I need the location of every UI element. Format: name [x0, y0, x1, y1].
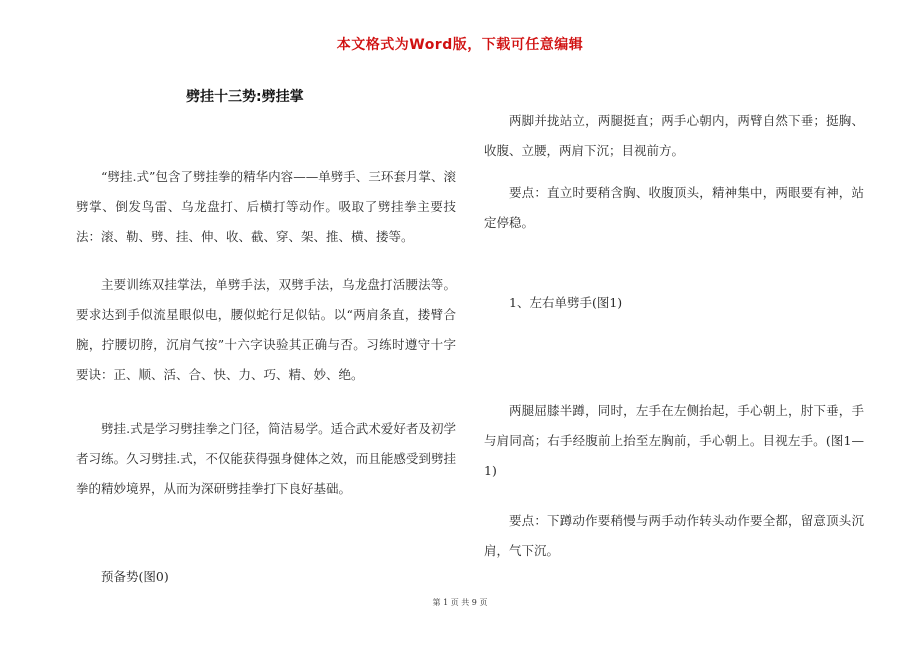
page-number: 第 1 页 共 9 页: [432, 598, 488, 607]
paragraph-training: 主要训练双挂掌法，单劈手法，双劈手法，乌龙盘打活腰法等。要求达到手似流星眼似电，腰似蛇行足似钻。以“两肩条直，搂臂合腕，拧腰切胯，沉肩气按”十六字诀验其正确与否。习练时遵守十字要诀：正、顺、活、合、快、力、巧、精、妙、绝。: [76, 277, 456, 382]
paragraph-single-chop: 两腿屈膝半蹲，同时，左手在左侧抬起，手心朝上，肘下垂，手与肩同高；右手经腹前上抬至左胸前，手心朝上。目视左手。(图1—1): [484, 403, 864, 478]
section-heading-single-chop: 1、左右单劈手(图1): [509, 295, 623, 310]
paragraph-intro: “劈挂.式”包含了劈挂拳的精华内容——单劈手、三环套月掌、滚劈掌、倒发鸟雷、乌龙盘打、后横打等动作。吸取了劈挂拳主要技法：滚、勒、劈、挂、伸、收、截、穿、架、推、横、搂等。: [76, 169, 456, 244]
paragraph-single-chop-key-points: 要点：下蹲动作要稍慢与两手动作转头动作要全都，留意顶头沉肩，气下沉。: [484, 513, 864, 558]
paragraph-stance: 两脚并拢站立，两腿挺直；两手心朝内，两臂自然下垂；挺胸、收腹、立腰，两肩下沉；目视前方。: [484, 113, 864, 158]
paragraph-stance-key-points: 要点：直立时要稍含胸、收腹顶头，精神集中，两眼要有神，站定停稳。: [484, 185, 864, 230]
section-heading-preparation: 预备势(图0): [101, 569, 169, 584]
format-banner: 本文格式为Word版，下载可任意编辑: [336, 37, 584, 53]
document-title: 劈挂十三势:劈挂掌: [186, 89, 304, 105]
paragraph-benefits: 劈挂.式是学习劈挂拳之门径，简洁易学。适合武术爱好者及初学者习练。久习劈挂.式，不仅能获得强身健体之效，而且能感受到劈挂拳的精妙境界，从而为深研劈挂拳打下良好基础。: [76, 421, 456, 496]
